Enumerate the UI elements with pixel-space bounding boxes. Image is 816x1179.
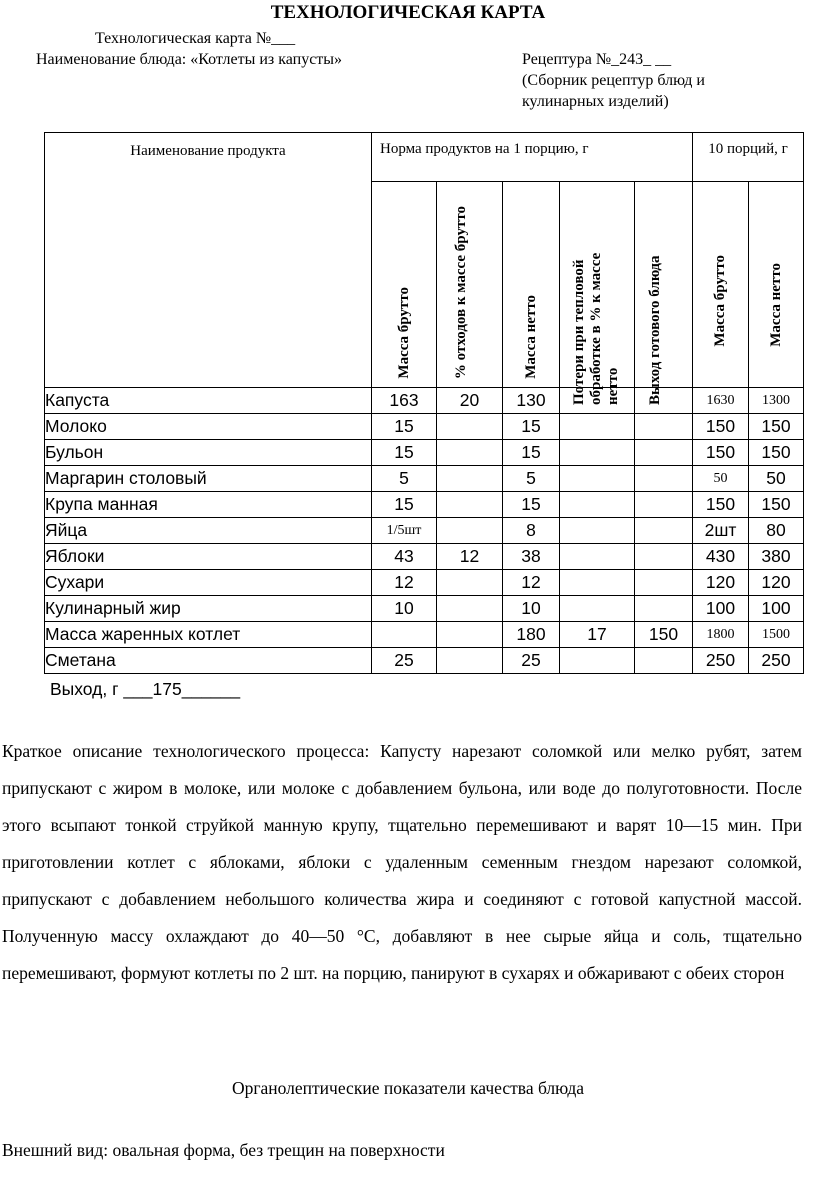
cell-output xyxy=(635,596,693,622)
cell-waste xyxy=(437,622,503,648)
cell-gross: 5 xyxy=(372,466,437,492)
cell-output xyxy=(635,440,693,466)
organoleptic-title: Органолептические показатели качества блюда xyxy=(231,1078,585,1098)
cell-net: 180 xyxy=(503,622,560,648)
cell-product: Бульон xyxy=(45,440,372,466)
cell-net: 25 xyxy=(503,648,560,674)
cell-output xyxy=(635,518,693,544)
col-header-net: Масса нетто xyxy=(503,182,560,388)
cell-waste xyxy=(437,596,503,622)
cell-net10: 1500 xyxy=(749,622,804,648)
cell-output xyxy=(635,414,693,440)
cell-waste xyxy=(437,648,503,674)
cell-loss: 17 xyxy=(560,622,635,648)
cell-product: Маргарин столовый xyxy=(45,466,372,492)
cell-gross10: 1800 xyxy=(693,622,749,648)
cell-waste xyxy=(437,570,503,596)
cell-gross10: 2шт xyxy=(693,518,749,544)
cell-net10: 150 xyxy=(749,414,804,440)
cell-product: Сметана xyxy=(45,648,372,674)
cell-output xyxy=(635,570,693,596)
cell-product: Яйца xyxy=(45,518,372,544)
table-row xyxy=(45,466,804,492)
cell-gross10: 150 xyxy=(693,440,749,466)
cell-gross: 15 xyxy=(372,492,437,518)
cell-net10: 120 xyxy=(749,570,804,596)
cell-gross: 15 xyxy=(372,440,437,466)
cell-product: Масса жаренных котлет xyxy=(45,622,372,648)
cell-output xyxy=(635,648,693,674)
table-row xyxy=(45,570,804,596)
cell-loss xyxy=(560,440,635,466)
cell-waste xyxy=(437,518,503,544)
cell-gross10: 100 xyxy=(693,596,749,622)
cell-gross: 1/5шт xyxy=(372,518,437,544)
cell-net: 15 xyxy=(503,414,560,440)
cell-output: 150 xyxy=(635,622,693,648)
cell-loss xyxy=(560,492,635,518)
cell-gross: 25 xyxy=(372,648,437,674)
cell-net10: 150 xyxy=(749,440,804,466)
cell-waste: 20 xyxy=(437,388,503,414)
cell-net10: 100 xyxy=(749,596,804,622)
cell-net: 12 xyxy=(503,570,560,596)
cell-net: 15 xyxy=(503,440,560,466)
col-header-norm: Норма продуктов на 1 порцию, г xyxy=(372,133,693,182)
cell-gross: 15 xyxy=(372,414,437,440)
cell-product: Кулинарный жир xyxy=(45,596,372,622)
cell-net: 38 xyxy=(503,544,560,570)
col-header-gross: Масса брутто xyxy=(372,182,437,388)
card-number: Технологическая карта №___ xyxy=(95,30,296,47)
cell-net10: 250 xyxy=(749,648,804,674)
table-row xyxy=(45,544,804,570)
cell-output xyxy=(635,466,693,492)
cell-gross10: 150 xyxy=(693,492,749,518)
col-header-waste: % отходов к массе брутто xyxy=(437,182,503,388)
cell-net10: 80 xyxy=(749,518,804,544)
table-row xyxy=(45,440,804,466)
cell-gross: 12 xyxy=(372,570,437,596)
cell-loss xyxy=(560,414,635,440)
cell-waste: 12 xyxy=(437,544,503,570)
col-header-product: Наименование продукта xyxy=(45,133,372,388)
table-row xyxy=(45,492,804,518)
table-row xyxy=(45,622,804,648)
cell-net: 15 xyxy=(503,492,560,518)
cell-loss xyxy=(560,596,635,622)
cell-net10: 1300 xyxy=(749,388,804,414)
cell-waste xyxy=(437,440,503,466)
cell-gross xyxy=(372,622,437,648)
cell-net10: 380 xyxy=(749,544,804,570)
cell-net: 8 xyxy=(503,518,560,544)
cell-product: Сухари xyxy=(45,570,372,596)
cell-product: Крупа манная xyxy=(45,492,372,518)
cell-product: Капуста xyxy=(45,388,372,414)
cell-loss xyxy=(560,648,635,674)
cell-waste xyxy=(437,414,503,440)
cell-gross10: 430 xyxy=(693,544,749,570)
cell-net10: 50 xyxy=(749,466,804,492)
cell-waste xyxy=(437,466,503,492)
cell-gross10: 120 xyxy=(693,570,749,596)
table-row xyxy=(45,648,804,674)
recipe-number: Рецептура №_243_ __ xyxy=(522,51,672,68)
process-description: Краткое описание технологического процесса: Капусту нарезают соломкой или мелко рубят, затем припускают с жиром в молоке, или молоке с добавлением бульона, или воде до полуготовности. После этого всыпают тонкой струйкой манную крупу, тщательно перемешивают и варят 10—15 мин. При приготовлении котлет с яблоками, яблоки с удаленным семенным гнездом нарезают соломкой, припускают с добавлением небольшого количества жира и соединяют с готовой капустной массой. Полученную массу охлаждают до 40—50 °С, добавляют в нее сырые яйца и соль, тщательно перемешивают, формуют котлеты по 2 шт. на порцию, панируют в сухарях и обжаривают с обеих сторон xyxy=(2,741,802,983)
col-header-net-10: Масса нетто xyxy=(749,182,804,388)
cell-waste xyxy=(437,492,503,518)
cell-gross10: 150 xyxy=(693,414,749,440)
recipe-source-line2: кулинарных изделий) xyxy=(522,93,669,110)
cell-net10: 150 xyxy=(749,492,804,518)
cell-net: 10 xyxy=(503,596,560,622)
col-header-loss: Потери при тепловой обработке в % к массе нетто xyxy=(560,182,635,388)
cell-loss xyxy=(560,518,635,544)
cell-gross10: 50 xyxy=(693,466,749,492)
table-row xyxy=(45,388,804,414)
cell-gross: 10 xyxy=(372,596,437,622)
col-header-output: Выход готового блюда xyxy=(635,182,693,388)
table-row xyxy=(45,596,804,622)
cell-loss xyxy=(560,544,635,570)
page-title: ТЕХНОЛОГИЧЕСКАЯ КАРТА xyxy=(270,2,546,23)
cell-output xyxy=(635,492,693,518)
cell-loss xyxy=(560,570,635,596)
table-row xyxy=(45,518,804,544)
yield: Выход, г ___175______ xyxy=(50,679,241,699)
cell-gross10: 250 xyxy=(693,648,749,674)
cell-net: 5 xyxy=(503,466,560,492)
cell-gross10: 1630 xyxy=(693,388,749,414)
cell-net: 130 xyxy=(503,388,560,414)
table-row xyxy=(45,414,804,440)
col-header-ten-portions: 10 порций, г xyxy=(693,133,804,182)
cell-loss xyxy=(560,466,635,492)
dish-name: Наименование блюда: «Котлеты из капусты» xyxy=(36,51,343,68)
cell-product: Яблоки xyxy=(45,544,372,570)
cell-gross: 163 xyxy=(372,388,437,414)
col-header-gross-10: Масса брутто xyxy=(693,182,749,388)
cell-output xyxy=(635,544,693,570)
recipe-source-line1: (Сборник рецептур блюд и xyxy=(522,72,705,89)
cell-gross: 43 xyxy=(372,544,437,570)
cell-product: Молоко xyxy=(45,414,372,440)
recipe-table xyxy=(44,132,804,674)
appearance: Внешний вид: овальная форма, без трещин на поверхности xyxy=(2,1140,445,1160)
